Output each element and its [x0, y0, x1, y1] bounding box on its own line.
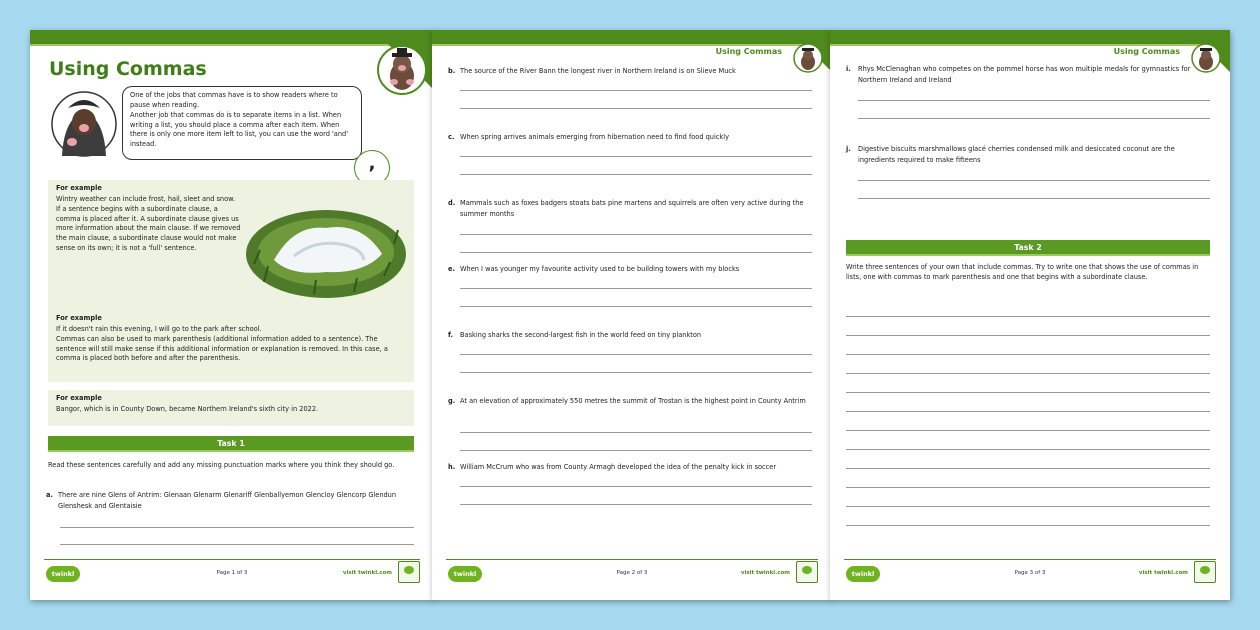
answer-line[interactable]	[460, 234, 812, 235]
question-number: c.	[448, 133, 455, 141]
twinkl-logo: twinkl	[46, 566, 80, 582]
answer-line[interactable]	[460, 174, 812, 175]
question-item	[846, 64, 1212, 86]
question-text: Mammals such as foxes badgers stoats bats pine martens and squirrels are often very active during the summer months	[460, 199, 804, 218]
question-number: j.	[846, 145, 851, 153]
writing-line[interactable]	[846, 506, 1210, 507]
example-text: Bangor, which is in County Down, became Northern Ireland's sixth city in 2022.	[56, 404, 319, 413]
question-item	[448, 462, 814, 473]
question-a	[46, 490, 412, 512]
question-text: Rhys McClenaghan who competes on the pommel horse has won multiple medals for gymnastics for Northern Ireland and Ireland	[858, 65, 1191, 84]
answer-line[interactable]	[60, 527, 414, 528]
question-item	[448, 330, 814, 341]
answer-line[interactable]	[460, 432, 812, 433]
answer-line[interactable]	[460, 252, 812, 253]
speech-bubble	[122, 86, 362, 160]
worksheet-page-3	[830, 30, 1230, 600]
question-item	[448, 264, 814, 275]
quality-badge-icon	[398, 561, 420, 583]
writing-line[interactable]	[846, 373, 1210, 374]
example-text: Wintry weather can include frost, hail, sleet and snow.	[56, 194, 236, 203]
question-number: g.	[448, 397, 456, 405]
question-text: When I was younger my favourite activity used to be building towers with my blocks	[460, 265, 740, 273]
visit-link[interactable]: visit twinkl.com	[342, 570, 392, 576]
example-box	[48, 390, 414, 426]
answer-line[interactable]	[460, 288, 812, 289]
page-number: Page 1 of 3	[216, 570, 248, 576]
writing-line[interactable]	[846, 392, 1210, 393]
twinkl-logo: twinkl	[846, 566, 880, 582]
writing-line[interactable]	[846, 430, 1210, 431]
question-text: The source of the River Bann the longest river in Northern Ireland is on Slieve Muck	[460, 67, 736, 75]
quality-badge-icon	[1194, 561, 1216, 583]
bubble-text-2: Another job that commas do is to separate items in a list. When writing a list, you should place a comma after each item. When there is only one more item left to list, you can use the word 'and' instead.	[130, 111, 349, 148]
question-item	[448, 132, 814, 143]
worksheet-page-2	[432, 30, 832, 600]
quality-badge-icon	[796, 561, 818, 583]
twinkl-logo: twinkl	[448, 566, 482, 582]
question-item	[448, 66, 814, 77]
page-title: Using Commas	[49, 58, 207, 80]
answer-line[interactable]	[858, 198, 1210, 199]
snowy-grass-illustration	[244, 204, 408, 300]
header-bar	[432, 30, 832, 44]
example-box	[48, 180, 414, 322]
question-text: There are nine Glens of Antrim: Glenaan Glenarm Glenariff Glenballyemon Glencloy Glencorp Glendun Glenshesk and Glentaisie	[58, 491, 397, 510]
question-number: a.	[46, 491, 53, 499]
answer-line[interactable]	[460, 486, 812, 487]
writing-line[interactable]	[846, 487, 1210, 488]
writing-line[interactable]	[846, 468, 1210, 469]
question-item	[448, 198, 814, 220]
question-item	[448, 396, 814, 407]
task-instructions: Read these sentences carefully and add any missing punctuation marks where you think they should go.	[48, 461, 395, 469]
example-heading: For example	[56, 184, 102, 192]
example-box	[48, 310, 414, 382]
answer-line[interactable]	[858, 118, 1210, 119]
task-instructions: Write three sentences of your own that include commas. Try to write one that shows the use of commas in lists, one with commas to mark parenthesis and one that begins with a subordinate clause.	[846, 263, 1199, 281]
answer-line[interactable]	[858, 100, 1210, 101]
writing-line[interactable]	[846, 354, 1210, 355]
task-2-heading: Task 2	[846, 240, 1210, 256]
answer-line[interactable]	[460, 354, 812, 355]
question-text: Basking sharks the second-largest fish in the world feed on tiny plankton	[460, 331, 702, 339]
question-number: f.	[448, 331, 454, 339]
task-1-heading: Task 1	[48, 436, 414, 452]
answer-line[interactable]	[460, 90, 812, 91]
footer-rule	[446, 559, 818, 560]
writing-line[interactable]	[846, 411, 1210, 412]
question-text: William McCrum who was from County Armagh developed the idea of the penalty kick in soccer	[460, 463, 777, 471]
example-heading: For example	[56, 394, 102, 402]
header-bar	[830, 30, 1230, 44]
answer-line[interactable]	[460, 372, 812, 373]
answer-line[interactable]	[460, 108, 812, 109]
answer-line[interactable]	[460, 450, 812, 451]
question-number: h.	[448, 463, 456, 471]
worksheet-page-1	[30, 30, 434, 600]
question-number: i.	[846, 65, 851, 73]
question-text: At an elevation of approximately 550 metres the summit of Trostan is the highest point in County Antrim	[460, 397, 806, 405]
bubble-text-1: One of the jobs that commas have is to show readers where to pause when reading.	[130, 91, 338, 109]
footer-rule	[844, 559, 1216, 560]
question-number: e.	[448, 265, 455, 273]
question-number: b.	[448, 67, 456, 75]
mole-character-icon	[50, 88, 118, 160]
writing-line[interactable]	[846, 449, 1210, 450]
answer-line[interactable]	[460, 504, 812, 505]
answer-line[interactable]	[60, 544, 414, 545]
running-title: Using Commas	[715, 47, 782, 56]
comma-symbol: ,	[354, 150, 390, 186]
page-number: Page 2 of 3	[616, 570, 648, 576]
footer-rule	[44, 559, 420, 560]
writing-line[interactable]	[846, 525, 1210, 526]
running-title: Using Commas	[1113, 47, 1180, 56]
writing-line[interactable]	[846, 316, 1210, 317]
example-explanation: If a sentence begins with a subordinate clause, a comma is placed after it. A subordinate clause gives us more information about the main clause. If we removed the main clause, a subordinate clause would not make sense on its own; it is not a 'full' sentence.	[56, 205, 241, 252]
mole-mascot-icon	[372, 42, 430, 100]
answer-line[interactable]	[460, 156, 812, 157]
page-number: Page 3 of 3	[1014, 570, 1046, 576]
question-text: Digestive biscuits marshmallows glacé cherries condensed milk and desiccated coconut are the ingredients required to make fifteens	[858, 145, 1175, 164]
visit-link[interactable]: visit twinkl.com	[1138, 570, 1188, 576]
answer-line[interactable]	[858, 180, 1210, 181]
visit-link[interactable]: visit twinkl.com	[740, 570, 790, 576]
answer-line[interactable]	[460, 306, 812, 307]
question-number: d.	[448, 199, 456, 207]
question-text: When spring arrives animals emerging from hibernation need to find food quickly	[460, 133, 729, 141]
question-item	[846, 144, 1212, 166]
example-text: If it doesn't rain this evening, I will go to the park after school.	[56, 324, 262, 333]
writing-line[interactable]	[846, 335, 1210, 336]
example-heading: For example	[56, 314, 102, 322]
example-explanation: Commas can also be used to mark parenthesis (additional information added to a sentence). The sentence will still make sense if this additional information or explanation is removed. In this case, a comma is placed both before and after the parenthesis.	[56, 335, 388, 363]
